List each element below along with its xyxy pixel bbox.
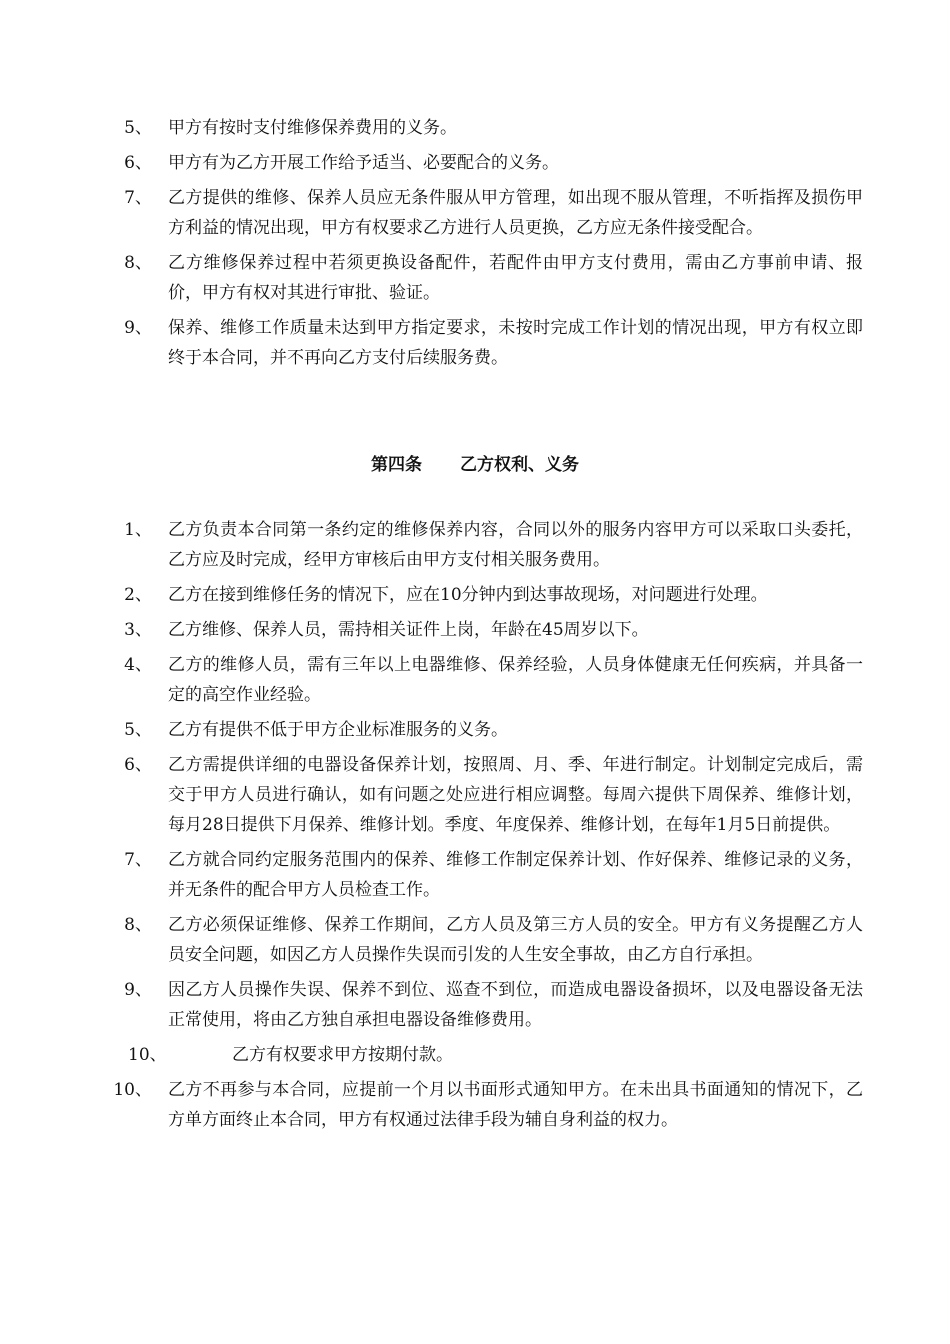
item-text: 甲方有按时支付维修保养费用的义务。 — [168, 118, 457, 138]
item-number: 6、 — [124, 755, 152, 775]
article-title: 乙方权利、义务 — [460, 455, 579, 475]
item-number: 2、 — [124, 585, 152, 605]
item-number: 10、 — [113, 1080, 152, 1100]
item-text: 乙方有权要求甲方按期付款。 — [232, 1045, 453, 1065]
list-item — [0, 1040, 950, 1070]
item-number: 10、 — [128, 1045, 167, 1065]
item-text: 乙方在接到维修任务的情况下，应在10分钟内到达事故现场，对问题进行处理。 — [168, 585, 768, 605]
item-number: 8、 — [124, 915, 152, 935]
list-item — [0, 313, 950, 373]
item-text: 乙方维修保养过程中若须更换设备配件，若配件由甲方支付费用，需由乙方事前申请、报价，甲方有权对其进行审批、验证。 — [168, 253, 863, 303]
item-text: 乙方不再参与本合同，应提前一个月以书面形式通知甲方。在未出具书面通知的情况下，乙方单方面终止本合同，甲方有权通过法律手段为辅自身利益的权力。 — [168, 1080, 863, 1130]
list-item — [0, 248, 950, 308]
section-heading — [0, 450, 950, 480]
list-item — [0, 975, 950, 1035]
item-number: 7、 — [124, 188, 152, 208]
item-number: 5、 — [124, 720, 152, 740]
item-text: 甲方有为乙方开展工作给予适当、必要配合的义务。 — [168, 153, 559, 173]
list-item — [0, 1075, 950, 1135]
article-number: 第四条 — [371, 455, 422, 475]
item-text: 乙方有提供不低于甲方企业标准服务的义务。 — [168, 720, 508, 740]
item-text: 乙方负责本合同第一条约定的维修保养内容，合同以外的服务内容甲方可以采取口头委托，乙方应及时完成，经甲方审核后由甲方支付相关服务费用。 — [168, 520, 863, 570]
list-item — [0, 183, 950, 243]
list-item — [0, 148, 950, 178]
list-item — [0, 113, 950, 143]
item-text: 乙方提供的维修、保养人员应无条件服从甲方管理，如出现不服从管理，不听指挥及损伤甲方利益的情况出现，甲方有权要求乙方进行人员更换，乙方应无条件接受配合。 — [168, 188, 863, 238]
section3-list — [0, 113, 950, 378]
list-item — [0, 580, 950, 610]
item-text: 乙方维修、保养人员，需持相关证件上岗，年龄在45周岁以下。 — [168, 620, 649, 640]
item-text: 因乙方人员操作失误、保养不到位、巡查不到位，而造成电器设备损坏，以及电器设备无法正常使用，将由乙方独自承担电器设备维修费用。 — [168, 980, 863, 1030]
item-text: 乙方就合同约定服务范围内的保养、维修工作制定保养计划、作好保养、维修记录的义务，并无条件的配合甲方人员检查工作。 — [168, 850, 863, 900]
section4-list — [0, 515, 950, 1140]
item-text: 保养、维修工作质量未达到甲方指定要求，未按时完成工作计划的情况出现，甲方有权立即终于本合同，并不再向乙方支付后续服务费。 — [168, 318, 863, 368]
item-number: 8、 — [124, 253, 152, 273]
list-item — [0, 515, 950, 575]
item-number: 9、 — [124, 318, 152, 338]
item-text: 乙方的维修人员，需有三年以上电器维修、保养经验，人员身体健康无任何疾病，并具备一定的高空作业经验。 — [168, 655, 863, 705]
item-number: 5、 — [124, 118, 152, 138]
item-number: 9、 — [124, 980, 152, 1000]
item-text: 乙方需提供详细的电器设备保养计划，按照周、月、季、年进行制定。计划制定完成后，需交于甲方人员进行确认，如有问题之处应进行相应调整。每周六提供下周保养、维修计划，每月28日提供下月保养、维修计划。季度、年度保养、维修计划，在每年1月5日前提供。 — [168, 755, 863, 835]
list-item — [0, 845, 950, 905]
list-item — [0, 715, 950, 745]
list-item — [0, 910, 950, 970]
item-number: 6、 — [124, 153, 152, 173]
item-number: 7、 — [124, 850, 152, 870]
item-number: 3、 — [124, 620, 152, 640]
list-item — [0, 650, 950, 710]
item-number: 4、 — [124, 655, 152, 675]
list-item — [0, 750, 950, 840]
item-text: 乙方必须保证维修、保养工作期间，乙方人员及第三方人员的安全。甲方有义务提醒乙方人员安全问题，如因乙方人员操作失误而引发的人生安全事故，由乙方自行承担。 — [168, 915, 863, 965]
list-item — [0, 615, 950, 645]
item-number: 1、 — [124, 520, 152, 540]
